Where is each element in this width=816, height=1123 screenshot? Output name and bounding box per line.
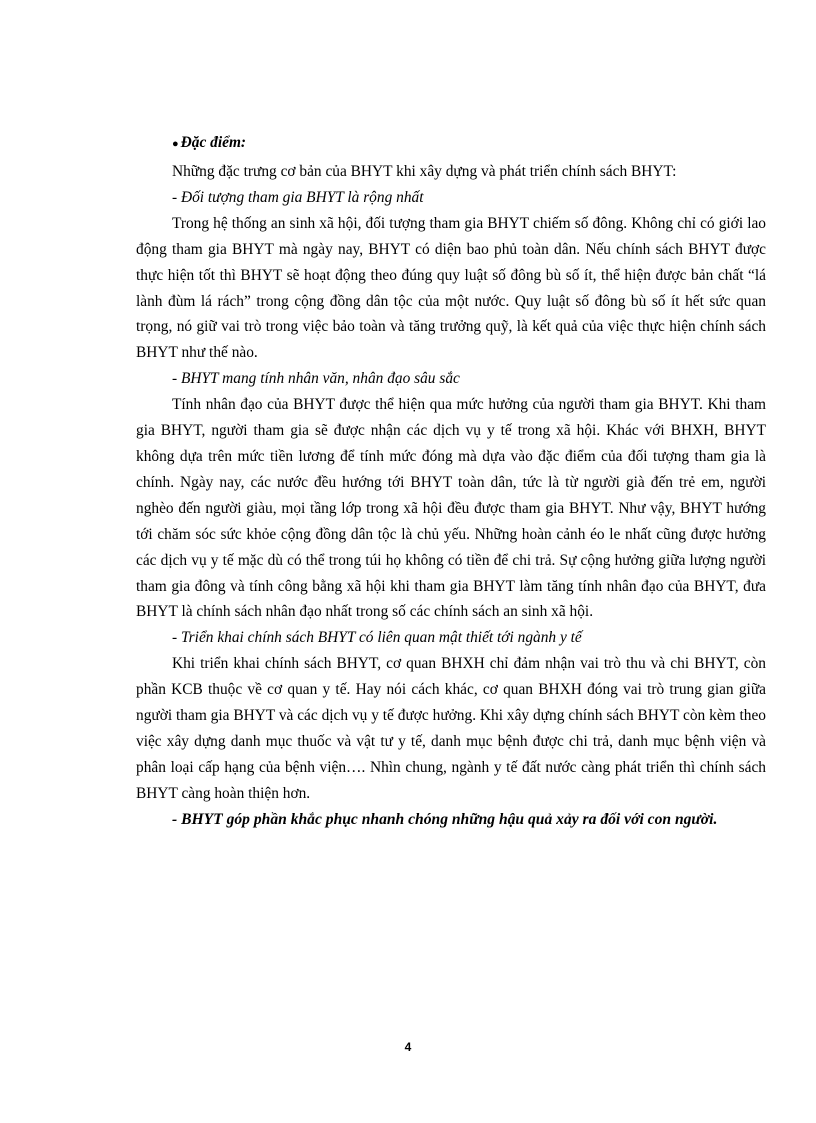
subheading-2: - BHYT mang tính nhân văn, nhân đạo sâu sắc [172,370,460,388]
heading-text: Đặc điểm: [180,134,247,151]
paragraph-3: Khi triển khai chính sách BHYT, cơ quan BHXH chỉ đảm nhận vai trò thu và chi BHYT, còn phần KCB thuộc về cơ quan y tế. Hay nói cách khác, cơ quan BHXH đóng vai trò trung gian giữa người tham gia BHYT và các dịch vụ y tế được hưởng. Khi xây dựng chính sách BHYT còn kèm theo việc xây dựng danh mục thuốc và vật tư y tế, danh mục bệnh được chi trả, danh mục bệnh viện và phân loại cấp hạng của bệnh viện…. Nhìn chung, ngành y tế đất nước càng phát triển thì chính sách BHYT càng hoàn thiện hơn. [136,655,766,802]
page-number: 4 [404,1040,412,1054]
section-heading [136,128,766,159]
paragraph-2: Tính nhân đạo của BHYT được thể hiện qua mức hưởng của người tham gia BHYT. Khi tham gia BHYT, người tham gia sẽ được nhận các dịch vụ y tế trong xã hội. Khác với BHXH, BHYT không dựa trên mức tiền lương để tính mức đóng mà dựa vào đặc điểm của đối tượng tham gia là chính. Ngày nay, các nước đều hướng tới BHYT toàn dân, tức là từ người già đến trẻ em, người nghèo đến người giàu, mọi tầng lớp trong xã hội đều được tham gia BHYT. Như vậy, BHYT hướng tới chăm sóc sức khỏe cộng đồng dân tộc là chủ yếu. Những hoàn cảnh éo le nhất cũng được hưởng các dịch vụ y tế mặc dù có thể trong túi họ không có tiền để chi trả. Sự cộng hưởng giữa lượng người tham gia đông và tính công bằng xã hội khi tham gia BHYT làm tăng tính nhân đạo của BHYT, đưa BHYT là chính sách nhân đạo nhất trong số các chính sách an sinh xã hội. [136,396,766,621]
subheading-3: - Triển khai chính sách BHYT có liên quan mật thiết tới ngành y tế [172,629,582,647]
paragraph-1: Trong hệ thống an sinh xã hội, đối tượng tham gia BHYT chiếm số đông. Không chỉ có giới lao động tham gia BHYT mà ngày nay, BHYT có diện bao phủ toàn dân. Nếu chính sách BHYT được thực hiện tốt thì BHYT sẽ hoạt động theo đúng quy luật số đông bù số ít, thể hiện được bản chất “lá lành đùm lá rách” trong cộng đồng dân tộc của một nước. Quy luật số đông bù số ít hết sức quan trọng, nó giữ vai trò trong việc bảo toàn và tăng trưởng quỹ, là kết quả của việc thực hiện chính sách BHYT như thế nào. [136,214,766,362]
subheading-1: - Đối tượng tham gia BHYT là rộng nhất [172,188,424,206]
document-page [136,128,766,833]
bullet-icon: ● [172,138,179,150]
subheading-4: - BHYT góp phần khắc phục nhanh chóng những hậu quả xảy ra đối với con người. [172,810,718,828]
intro-paragraph: Những đặc trưng cơ bản của BHYT khi xây dựng và phát triển chính sách BHYT: [172,163,677,180]
